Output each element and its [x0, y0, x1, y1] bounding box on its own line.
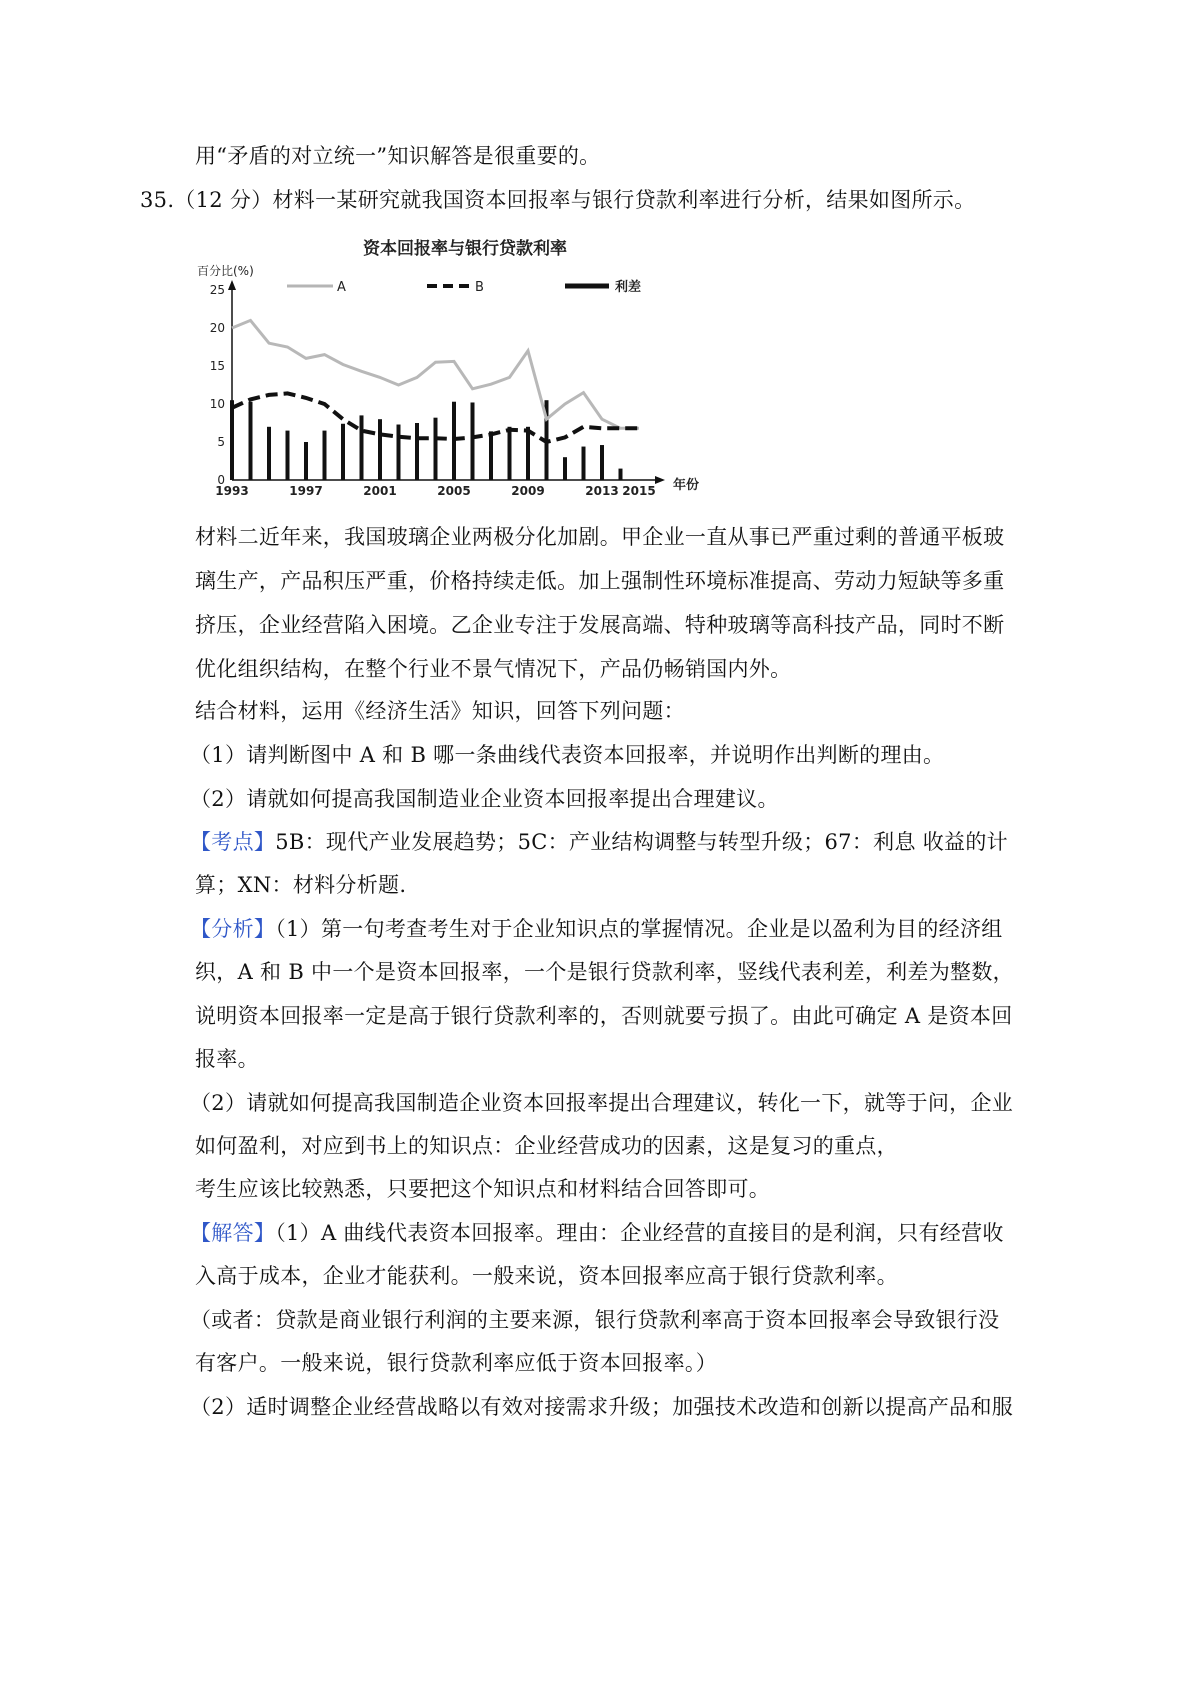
jieda-text: （1）A 曲线代表资本回报率。理由：企业经营的直接目的是利润，只有经营收	[275, 1221, 1004, 1245]
x-axis-arrow	[655, 476, 665, 484]
fenxi-line	[190, 915, 1003, 943]
y-ticks	[210, 283, 225, 487]
spread-bar	[249, 402, 253, 480]
spread-bar	[230, 400, 234, 480]
text-line: 用“矛盾的对立统一”知识解答是很重要的。	[195, 144, 601, 168]
y-tick-label: 0	[217, 473, 225, 487]
legend-label-b: B	[475, 280, 484, 295]
text-line: （2）请就如何提高我国制造业企业资本回报率提出合理建议。	[190, 787, 779, 811]
x-tick-label: 2005	[437, 484, 471, 498]
y-tick-label: 15	[209, 359, 225, 373]
spread-bar	[619, 469, 623, 480]
chart-title: 资本回报率与银行贷款利率	[363, 239, 567, 259]
spread-bar	[489, 431, 493, 480]
x-tick-label: 2015	[622, 484, 656, 498]
text-line: 结合材料，运用《经济生活》知识，回答下列问题：	[195, 699, 685, 723]
x-ticks	[215, 484, 655, 498]
text-line: 挤压，企业经营陷入困境。乙企业专注于发展高端、特种玻璃等高科技产品，同时不断	[195, 613, 1005, 637]
spread-bar	[341, 424, 345, 480]
text-line: （1）请判断图中 A 和 B 哪一条曲线代表资本回报率，并说明作出判断的理由。	[190, 743, 945, 767]
jieda-line	[190, 1219, 1004, 1247]
spread-bar	[471, 402, 475, 480]
y-tick-label: 25	[209, 283, 225, 297]
text-line: 璃生产，产品积压严重，价格持续走低。加上强制性环境标准提高、劳动力短缺等多重	[195, 569, 1005, 593]
kaodian-line	[190, 828, 1008, 856]
text-line: 织，A 和 B 中一个是资本回报率，一个是银行贷款利率，竖线代表利差，利差为整数，	[195, 960, 1014, 984]
legend-label-spread: 利差	[615, 280, 642, 295]
series-a-line	[232, 320, 639, 428]
text-line: 有客户。一般来说，银行贷款利率应低于资本回报率。）	[195, 1351, 717, 1375]
spread-bar	[415, 423, 419, 480]
spread-bar	[563, 457, 567, 480]
question-title: 35.（12 分）材料一某研究就我国资本回报率与银行贷款利率进行分析，结果如图所示。	[140, 188, 976, 212]
text-line: 材料二近年来，我国玻璃企业两极分化加剧。甲企业一直从事已严重过剩的普通平板玻	[195, 525, 1005, 549]
text-line: （或者：贷款是商业银行利润的主要来源，银行贷款利率高于资本回报率会导致银行没	[190, 1308, 1000, 1332]
kaodian-tag: 【考点】	[190, 830, 276, 854]
spread-bar	[304, 442, 308, 480]
spread-bar	[582, 447, 586, 480]
x-tick-label: 1997	[289, 484, 323, 498]
y-axis-arrow	[228, 280, 236, 290]
y-tick-label: 5	[217, 435, 225, 449]
spread-bar	[323, 431, 327, 480]
legend-label-a: A	[337, 280, 346, 295]
text-line: （2）适时调整企业经营战略以有效对接需求升级；加强技术改造和创新以提高产品和服	[190, 1395, 1014, 1419]
x-tick-label: 2009	[511, 484, 545, 498]
jieda-tag: 【解答】	[190, 1221, 276, 1245]
spread-bar	[360, 415, 364, 480]
spread-bar	[600, 445, 604, 480]
text-line: 优化组织结构，在整个行业不景气情况下，产品仍畅销国内外。	[195, 657, 792, 681]
fenxi-text: （1）第一句考查考生对于企业知识点的掌握情况。企业是以盈利为目的经济组	[275, 917, 1003, 941]
text-line: 入高于成本，企业才能获利。一般来说，资本回报率应高于银行贷款利率。	[195, 1264, 898, 1288]
x-axis-label: 年份	[673, 478, 700, 493]
spread-bar	[434, 418, 438, 480]
x-tick-label: 2013	[585, 484, 619, 498]
spread-bar	[508, 427, 512, 480]
fenxi-tag: 【分析】	[190, 917, 276, 941]
text-line: 报率。	[195, 1047, 259, 1071]
spread-bar	[397, 425, 401, 480]
spread-bar	[378, 419, 382, 480]
y-axis-label: 百分比(%)	[197, 264, 254, 278]
text-line: 算；XN：材料分析题.	[195, 873, 407, 897]
spread-bar	[526, 427, 530, 480]
text-line: 考生应该比较熟悉，只要把这个知识点和材料结合回答即可。	[195, 1177, 771, 1201]
y-tick-label: 10	[209, 397, 225, 411]
y-tick-label: 20	[209, 321, 225, 335]
text-line: （2）请就如何提高我国制造企业资本回报率提出合理建议，转化一下，就等于问，企业	[190, 1091, 1014, 1115]
x-tick-label: 1993	[215, 484, 249, 498]
spread-bar	[267, 427, 271, 480]
kaodian-text: 5B：现代产业发展趋势；5C：产业结构调整与转型升级；67：利息 收益的计	[275, 830, 1008, 854]
spread-bar	[286, 431, 290, 480]
rate-chart	[195, 230, 715, 510]
text-line: 如何盈利，对应到书上的知识点：企业经营成功的因素，这是复习的重点，	[195, 1134, 898, 1158]
text-line: 说明资本回报率一定是高于银行贷款利率的，否则就要亏损了。由此可确定 A 是资本回	[195, 1004, 1013, 1028]
x-tick-label: 2001	[363, 484, 397, 498]
